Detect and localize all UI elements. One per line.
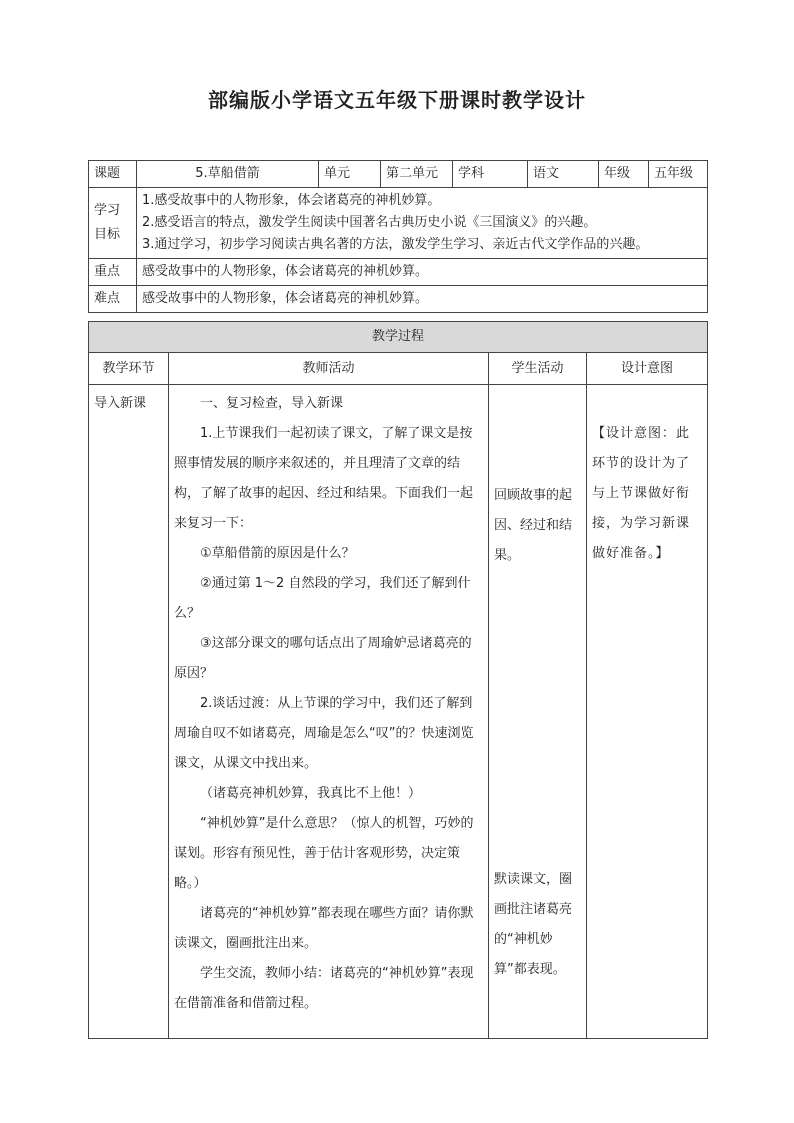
subject-value: 语文 — [528, 161, 599, 188]
student-activity-cell — [489, 385, 587, 1039]
teacher-paragraph: ①草船借箭的原因是什么？ — [200, 546, 355, 561]
key-value: 感受故事中的人物形象，体会诸葛亮的神机妙算。 — [137, 259, 708, 286]
teacher-paragraph: 诸葛亮的“神机妙算”都表现在哪些方面？请你默读课文，圈画批注出来。 — [174, 906, 474, 951]
grade-label: 年级 — [599, 161, 649, 188]
info-table — [88, 160, 708, 313]
column-header-design: 设计意图 — [587, 353, 708, 385]
process-header: 教学过程 — [89, 322, 708, 353]
goals-label: 学习 目标 — [89, 188, 137, 259]
teacher-paragraph: 2.谈话过渡：从上节课的学习中，我们还了解到周瑜自叹不如诸葛亮，周瑜是怎么“叹”的？快速浏览课文，从课文中找出来。 — [174, 696, 474, 771]
difficult-label: 难点 — [89, 286, 137, 313]
student-activity-1: 回顾故事的起因、经过和结果。 — [494, 488, 573, 563]
teacher-paragraph: “神机妙算”是什么意思？（惊人的机智，巧妙的谋划。形容有预见性，善于估计客观形势，决定策略。） — [174, 816, 474, 891]
teacher-paragraph: 一、复习检查，导入新课 — [200, 396, 344, 411]
student-activity-2: 默读课文，圈画批注诸葛亮的“神机妙算”都表现。 — [494, 872, 573, 977]
teacher-paragraph: 学生交流，教师小结：诸葛亮的“神机妙算”表现在借箭准备和借箭过程。 — [174, 966, 474, 1011]
unit-value: 第二单元 — [381, 161, 453, 188]
column-header-teacher: 教师活动 — [169, 353, 489, 385]
process-table — [88, 321, 708, 1039]
column-header-stage: 教学环节 — [89, 353, 169, 385]
teacher-activity-cell — [169, 385, 489, 1039]
teacher-paragraph: 1.上节课我们一起初读了课文，了解了课文是按照事情发展的顺序来叙述的，并且理清了文章的结构，了解了故事的起因、经过和结果。下面我们一起来复习一下： — [174, 426, 474, 531]
teacher-paragraph: ②通过第 1～2 自然段的学习，我们还了解到什么？ — [174, 576, 471, 621]
subject-label: 学科 — [453, 161, 528, 188]
key-label: 重点 — [89, 259, 137, 286]
design-intent-cell — [587, 385, 708, 1039]
unit-label: 单元 — [319, 161, 381, 188]
teacher-paragraph: ③这部分课文的哪句话点出了周瑜妒忌诸葛亮的原因？ — [174, 636, 472, 681]
goals-cell — [137, 188, 708, 259]
stage-label: 导入新课 — [94, 396, 147, 411]
stage-cell — [89, 385, 169, 1039]
goal-item: 1.感受故事中的人物形象，体会诸葛亮的神机妙算。 — [142, 193, 441, 208]
column-header-student: 学生活动 — [489, 353, 587, 385]
grade-value: 五年级 — [649, 161, 708, 188]
topic-label: 课题 — [89, 161, 137, 188]
page-title: 部编版小学语文五年级下册课时教学设计 — [208, 88, 586, 112]
goal-item: 3.通过学习，初步学习阅读古典名著的方法，激发学生学习、亲近古代文学作品的兴趣。 — [142, 237, 649, 252]
goal-item: 2.感受语言的特点，激发学生阅读中国著名古典历史小说《三国演义》的兴趣。 — [142, 215, 597, 230]
topic-value: 5.草船借箭 — [137, 161, 319, 188]
teacher-paragraph: （诸葛亮神机妙算，我真比不上他！） — [200, 786, 422, 801]
design-intent: 【设计意图：此环节的设计为了与上节课做好衔接，为学习新课做好准备。】 — [592, 426, 691, 561]
difficult-value: 感受故事中的人物形象，体会诸葛亮的神机妙算。 — [137, 286, 708, 313]
